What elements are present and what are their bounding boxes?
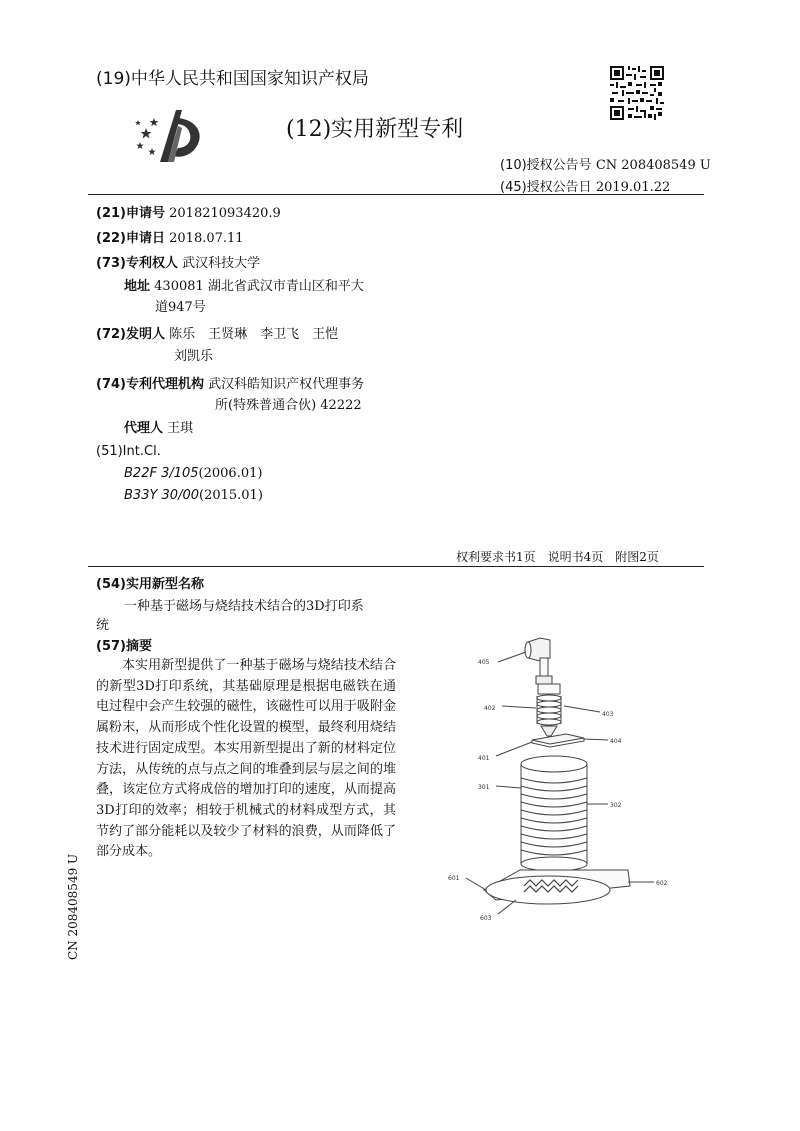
qr-code-icon <box>610 66 664 120</box>
abstract-body: 本实用新型提供了一种基于磁场与烧结技术结合的新型3D打印系统，其基础原理是根据电磁铁在通电过程中会产生较强的磁性，该磁性可以用于吸附金属粉末，从而形成个性化设置的模型，最终利用烧结技术进行固定成型。本实用新型提出了新的材料定位方法，从传统的点与点之间的堆叠到层与层之间的堆叠，该定位方式将成倍的增加打印的速度，从而提高3D打印的效率；相较于机械式的材料成型方式，其节约了部分能耗以及较少了材料的浪费，从而降低了部分成本。 <box>96 658 396 860</box>
ipc-version: (2006.01) <box>198 466 263 481</box>
publication-date-value: 2019.01.22 <box>595 180 671 195</box>
device-drawing <box>436 628 696 928</box>
agency <box>96 373 364 392</box>
utility-model-title-line-2: 统 <box>96 618 110 633</box>
agent-label: 代理人 <box>124 421 164 436</box>
cnipa-logo-icon <box>132 106 212 166</box>
utility-model-title-label: (54)实用新型名称 <box>96 577 204 592</box>
utility-model-title-line-1: 一种基于磁场与烧结技术结合的3D打印系 <box>124 599 364 614</box>
label-601: 601 <box>448 875 460 882</box>
ipc-entry <box>124 466 262 481</box>
application-date-label: (22)申请日 <box>96 231 165 246</box>
ipc-code: B22F 3/105 <box>124 466 199 481</box>
address-line-1: 430081 湖北省武汉市青山区和平大 <box>154 279 364 294</box>
inventors-label: (72)发明人 <box>96 327 165 342</box>
issuing-office: (19)中华人民共和国国家知识产权局 <box>96 69 369 89</box>
patentee-label: (73)专利权人 <box>96 256 178 271</box>
label-301: 301 <box>478 784 490 791</box>
ipc-entry <box>124 488 263 503</box>
agency-line-1: 武汉科皓知识产权代理事务 <box>208 377 365 392</box>
publication-date-label: (45)授权公告日 <box>500 180 592 195</box>
section-divider <box>88 566 704 567</box>
publication-date <box>500 176 670 195</box>
application-date-value: 2018.07.11 <box>169 231 244 246</box>
address-line-2: 道947号 <box>155 300 206 315</box>
publication-number-label: (10)授权公告号 <box>500 158 592 173</box>
address <box>124 275 364 294</box>
int-cl-label: (51)Int.Cl. <box>96 444 161 459</box>
patentee <box>96 252 260 271</box>
abstract-label: (57)摘要 <box>96 639 152 654</box>
agent <box>124 417 193 436</box>
agency-label: (74)专利代理机构 <box>96 377 204 392</box>
address-label: 地址 <box>124 279 151 294</box>
label-402: 402 <box>484 705 496 712</box>
agency-line-2: 所(特殊普通合伙) 42222 <box>215 398 362 413</box>
publication-number-value: CN 208408549 U <box>595 158 711 173</box>
application-number-value: 201821093420.9 <box>169 206 281 221</box>
label-603: 603 <box>480 915 492 922</box>
header-divider <box>88 194 704 195</box>
inventors <box>96 323 338 342</box>
label-404: 404 <box>610 738 622 745</box>
label-302: 302 <box>610 802 622 809</box>
ipc-version: (2015.01) <box>199 488 263 503</box>
side-publication-number: CN 208408549 U <box>66 853 80 960</box>
label-403: 403 <box>602 711 614 718</box>
inventors-line-2: 刘凯乐 <box>174 349 214 364</box>
application-number <box>96 202 281 221</box>
inventors-line-1: 陈乐 王贤琳 李卫飞 王恺 <box>169 327 339 342</box>
application-number-label: (21)申请号 <box>96 206 165 221</box>
pages-info: 权利要求书1页 说明书4页 附图2页 <box>456 550 659 564</box>
label-602: 602 <box>656 880 668 887</box>
patent-type-title: (12)实用新型专利 <box>286 117 464 142</box>
application-date <box>96 227 244 246</box>
agent-value: 王琪 <box>167 421 194 436</box>
ipc-code: B33Y 30/00 <box>124 488 199 503</box>
label-405: 405 <box>478 659 490 666</box>
publication-number <box>500 154 711 173</box>
patentee-value: 武汉科技大学 <box>182 256 261 271</box>
label-401: 401 <box>478 755 490 762</box>
